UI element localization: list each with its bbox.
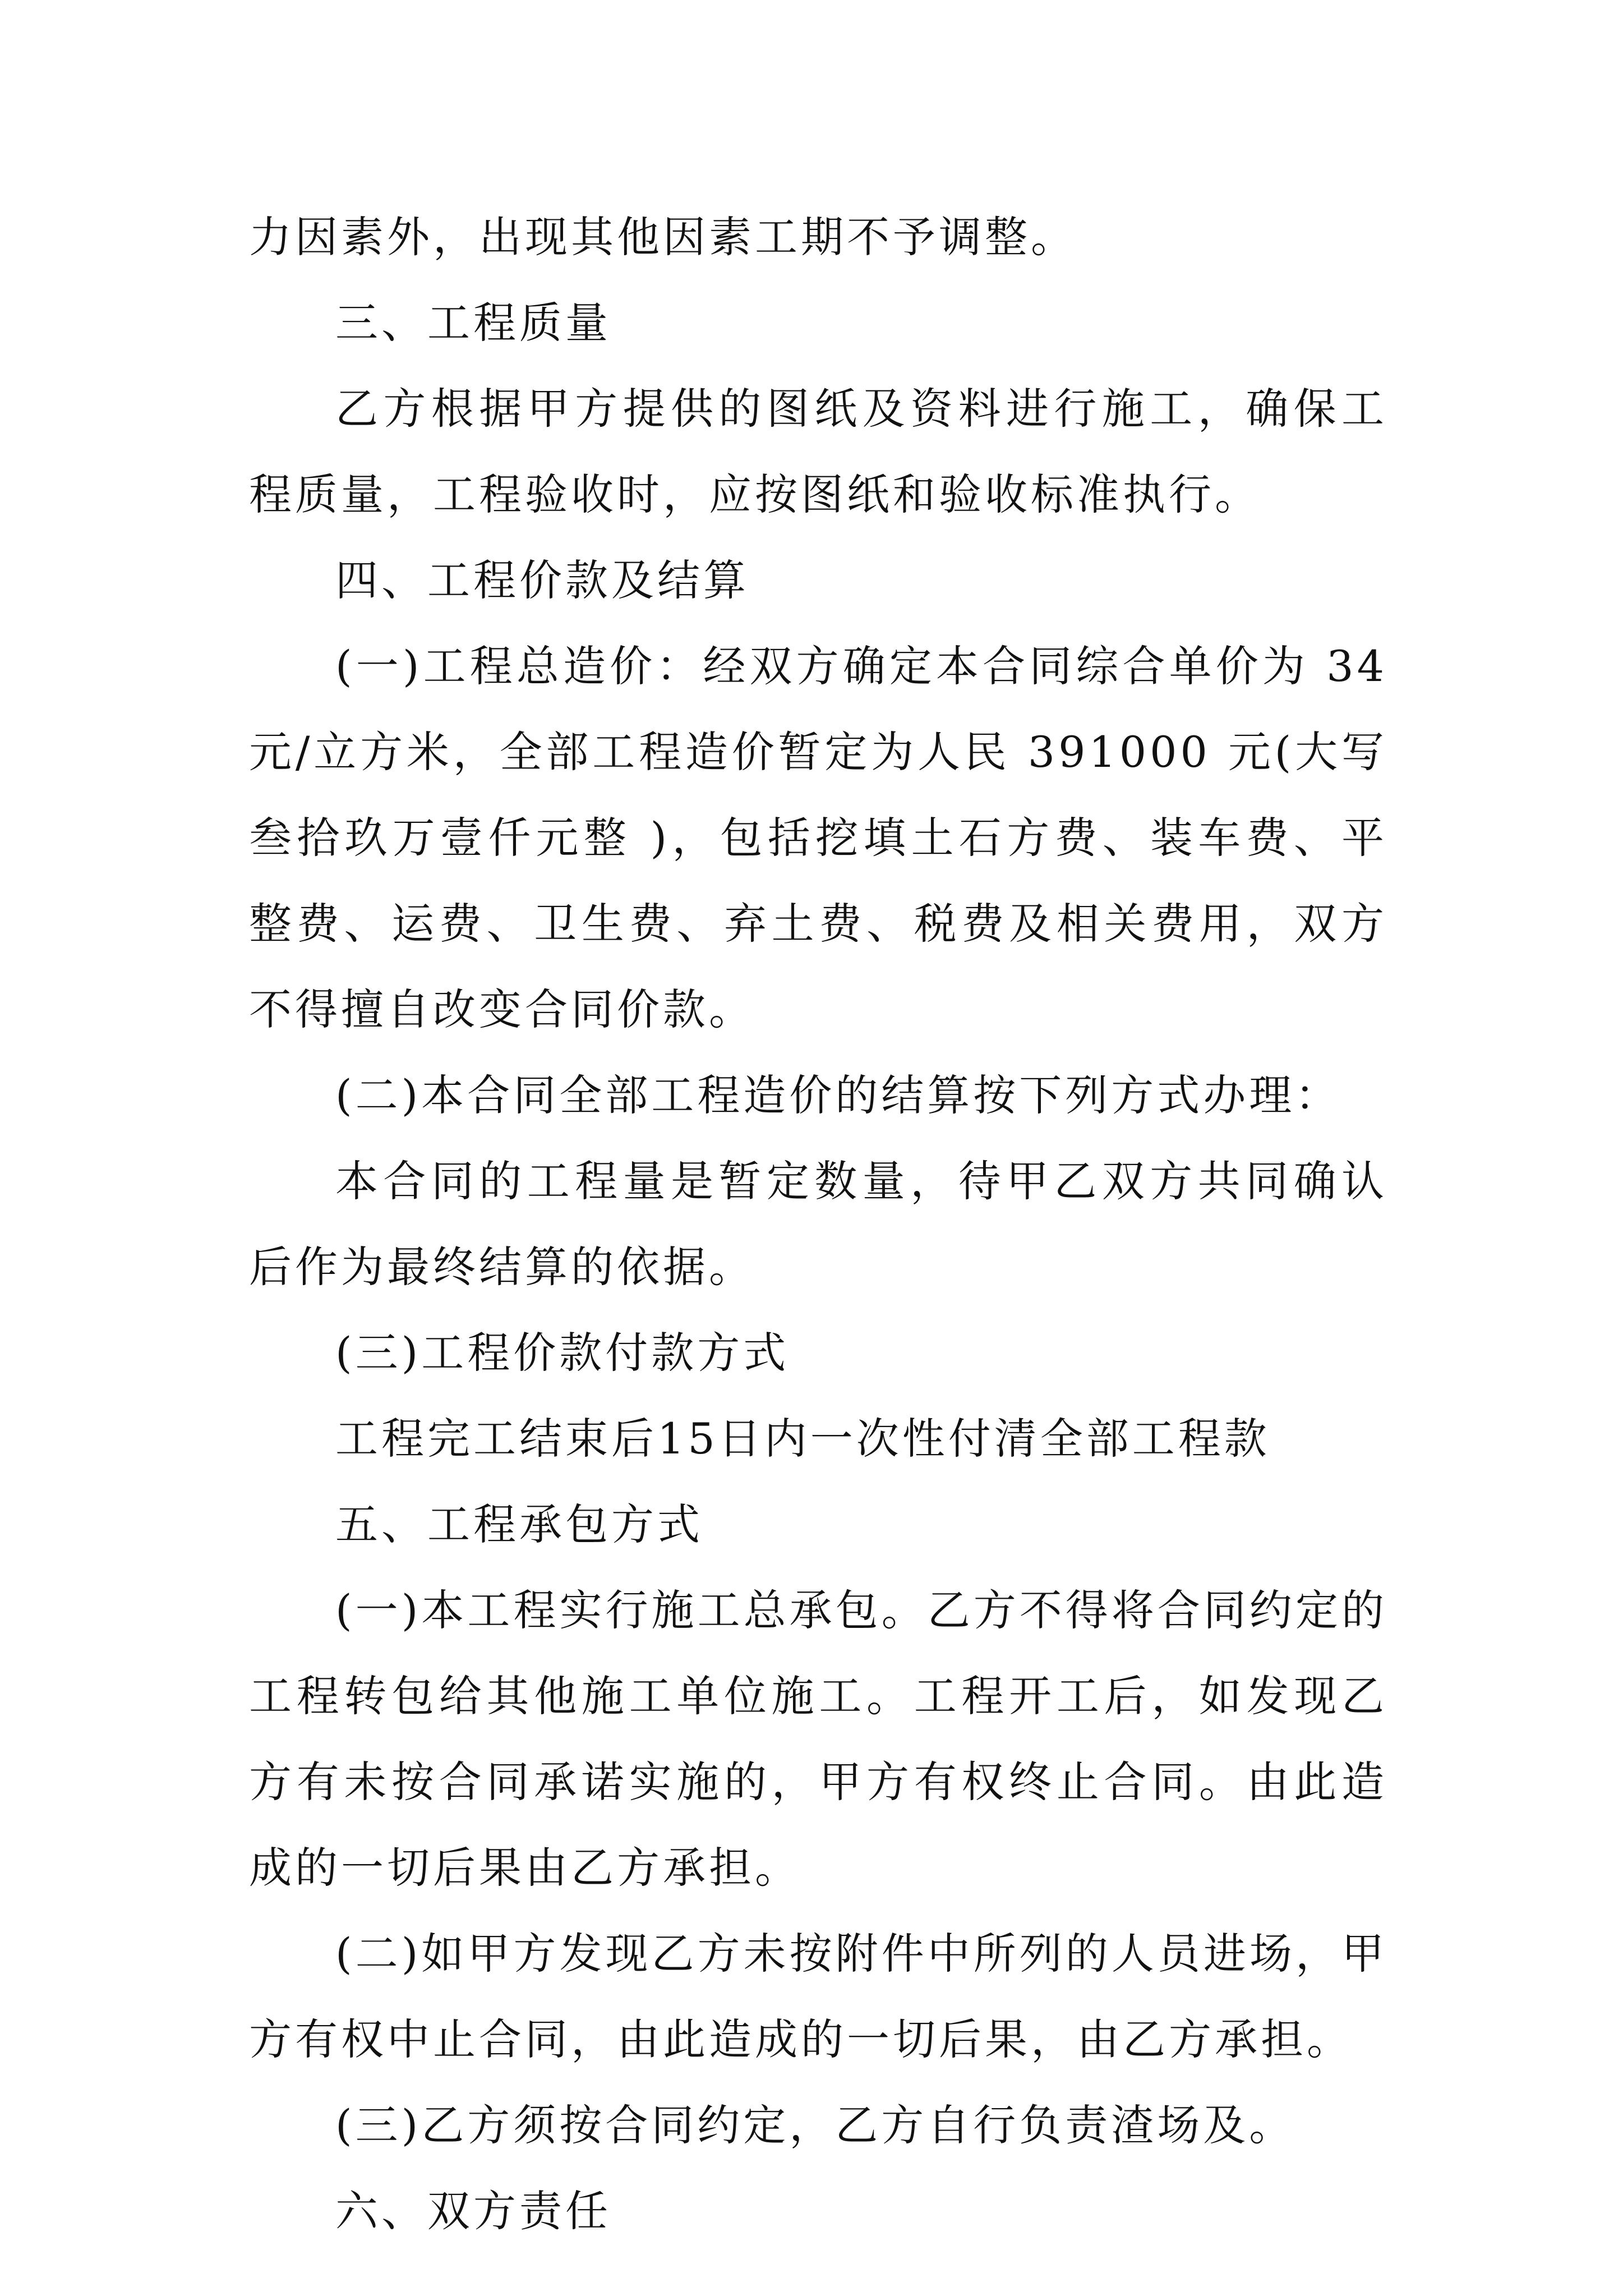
paragraph-payment-method-heading: (三)工程价款付款方式 <box>335 1328 790 1378</box>
paragraph-payment-terms: 工程完工结束后15日内一次性付清全部工程款 <box>335 1414 1270 1464</box>
paragraph-force-majeure-end: 力因素外，出现其他因素工期不予调整。 <box>249 212 1077 262</box>
paragraph-total-cost: (一)工程总造价：经双方确定本合同综合单价为 34 元/立方米，全部工程造价暂定为人民 391000 元(大写 叁拾玖万壹仟元整 )，包括挖填土石方费、装车费、平整费、运费、卫生费、弃土费、税费及相关费用，双方不得擅自改变合同价款。 <box>249 641 1387 1034</box>
heading-section-6-responsibilities: 六、双方责任 <box>335 2186 611 2236</box>
paragraph-personnel-clause: (二)如甲方发现乙方未按附件中所列的人员进场，甲方有权中止合同，由此造成的一切后果，由乙方承担。 <box>249 1929 1387 2064</box>
paragraph-quality-terms: 乙方根据甲方提供的图纸及资料进行施工，确保工程质量，工程验收时，应按图纸和验收标准执行。 <box>249 384 1387 519</box>
heading-section-3-quality: 三、工程质量 <box>335 298 611 348</box>
heading-section-5-contracting: 五、工程承包方式 <box>335 1499 703 1549</box>
paragraph-general-contracting: (一)本工程实行施工总承包。乙方不得将合同约定的工程转包给其他施工单位施工。工程开工后，如发现乙方有未按合同承诺实施的，甲方有权终止合同。由此造成的一切后果由乙方承担。 <box>249 1585 1387 1893</box>
heading-section-4-price: 四、工程价款及结算 <box>335 555 749 605</box>
paragraph-quantity-basis: 本合同的工程量是暂定数量，待甲乙双方共同确认后作为最终结算的依据。 <box>249 1156 1387 1292</box>
document-body <box>249 194 1387 2254</box>
paragraph-settlement-method: (二)本合同全部工程造价的结算按下列方式办理： <box>335 1070 1341 1120</box>
paragraph-spoil-site-clause: (三)乙方须按合同约定，乙方自行负责渣场及。 <box>335 2100 1295 2150</box>
